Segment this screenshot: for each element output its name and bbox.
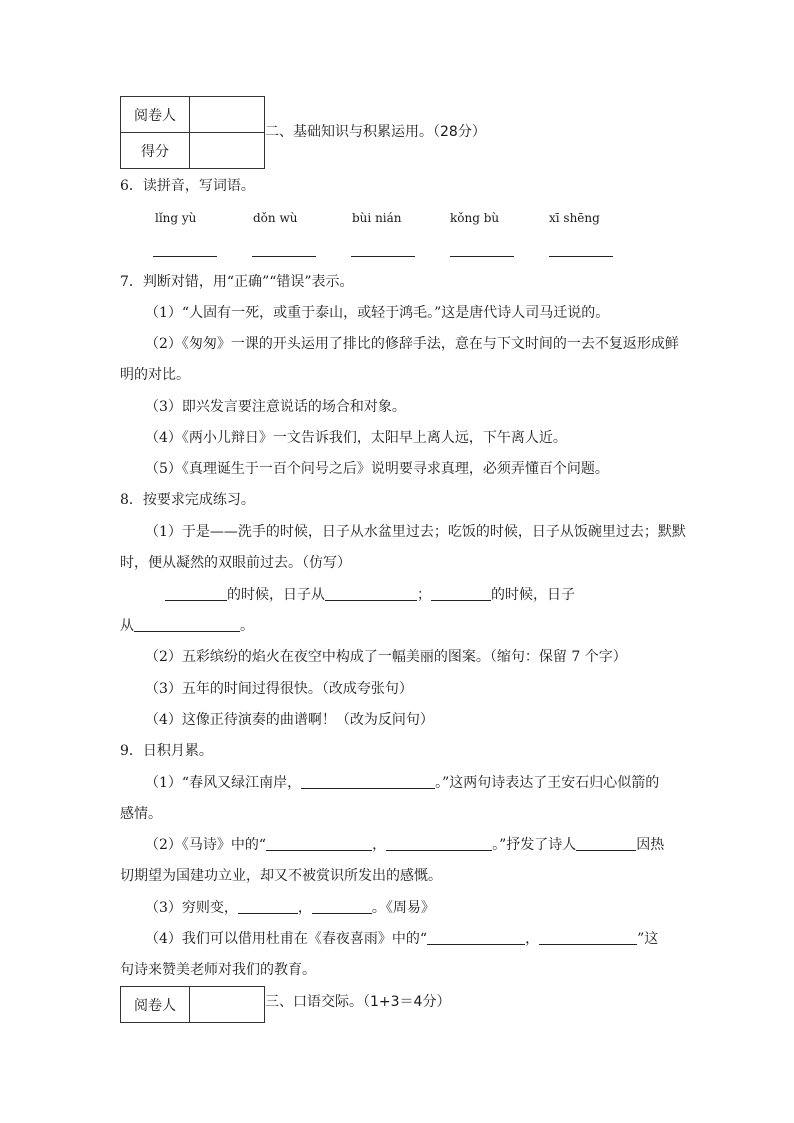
fill-text: 。 xyxy=(240,618,254,634)
answer-line-5[interactable] xyxy=(549,256,613,257)
blank[interactable] xyxy=(325,586,417,601)
q7-item-1: （1）“人固有一死，或重于泰山，或轻于鸿毛。”这是唐代诗人司马迁说的。 xyxy=(145,305,610,321)
q9-item-1-cont: 感情。 xyxy=(120,806,162,822)
reviewer-label: 阅卷人 xyxy=(121,987,190,1023)
q8-item-4: （4）这像正待演奏的曲谱啊！（改为反问句） xyxy=(145,712,434,728)
q9-item-1 xyxy=(145,773,659,793)
pinyin-4: kǒng bù xyxy=(450,211,500,225)
q7-item-2-cont: 明的对比。 xyxy=(120,367,190,383)
q9-item-2 xyxy=(145,835,664,855)
blank[interactable] xyxy=(301,774,435,789)
q9-item-2-cont: 切期望为国建功立业，却又不被赏识所发出的感慨。 xyxy=(120,868,442,884)
blank[interactable] xyxy=(165,586,227,601)
q8-fill-line-2 xyxy=(120,616,254,636)
score-table-section3 xyxy=(120,986,265,1023)
fill-text: 的时候，日子从 xyxy=(227,587,325,603)
blank[interactable] xyxy=(386,836,492,851)
q8-item-1: （1）于是——洗手的时候，日子从水盆里过去；吃饭的时候，日子从饭碗里过去；默默 xyxy=(145,524,686,540)
q9-text: （3）穷则变， xyxy=(145,900,238,916)
blank[interactable] xyxy=(312,899,372,914)
score-box[interactable] xyxy=(190,133,265,169)
q7-stem: 7．判断对错，用“正确”“错误”表示。 xyxy=(120,274,354,290)
score-table-section2 xyxy=(120,96,265,169)
q7-item-3: （3）即兴发言要注意说话的场合和对象。 xyxy=(145,399,406,415)
q9-item-3 xyxy=(145,898,435,918)
blank[interactable] xyxy=(539,930,637,945)
blank[interactable] xyxy=(266,836,372,851)
answer-line-3[interactable] xyxy=(351,256,415,257)
fill-text: ； xyxy=(417,587,431,603)
q9-text: ， xyxy=(297,900,312,916)
reviewer-box[interactable] xyxy=(190,97,265,133)
answer-line-1[interactable] xyxy=(153,256,217,257)
q8-item-3: （3）五年的时间过得很快。（改成夸张句） xyxy=(145,681,413,697)
section3-title: 三、口语交际。（1+3＝4分） xyxy=(265,994,451,1010)
fill-text: 的时候，日子 xyxy=(491,587,575,603)
q9-stem: 9．日积月累。 xyxy=(120,743,213,759)
q9-text: 。”抒发了诗人 xyxy=(492,837,577,853)
q9-text: （2）《马诗》中的“ xyxy=(145,837,267,853)
q9-text: （4）我们可以借用杜甫在《春夜喜雨》中的“ xyxy=(145,931,428,947)
blank[interactable] xyxy=(431,586,491,601)
q8-fill-line xyxy=(165,585,575,605)
q7-item-2: （2）《匆匆》一课的开头运用了排比的修辞手法，意在与下文时间的一去不复返形成鲜 xyxy=(145,336,679,352)
reviewer-label: 阅卷人 xyxy=(121,97,190,133)
answer-line-2[interactable] xyxy=(252,256,316,257)
q8-item-2: （2）五彩缤纷的焰火在夜空中构成了一幅美丽的图案。（缩句：保留 7 个字） xyxy=(145,649,627,665)
q9-text: 因热 xyxy=(636,837,665,853)
q8-stem: 8．按要求完成练习。 xyxy=(120,492,255,508)
blank[interactable] xyxy=(134,617,240,632)
pinyin-2: dǒn wù xyxy=(253,211,298,225)
q7-item-4: （4）《两小儿辩日》一文告诉我们，太阳早上离人远，下午离人近。 xyxy=(145,430,567,446)
q9-item-4-cont: 句诗来赞美老师对我们的教育。 xyxy=(120,962,316,978)
pinyin-3: bùi nián xyxy=(352,211,402,225)
reviewer-box[interactable] xyxy=(190,987,265,1023)
q9-text: 。《周易》 xyxy=(371,900,435,916)
q9-text: ， xyxy=(372,837,387,853)
section2-title: 二、基础知识与积累运用。（28分） xyxy=(265,124,486,140)
blank[interactable] xyxy=(238,899,298,914)
pinyin-5: xī shēng xyxy=(549,211,600,225)
q9-text: ”这 xyxy=(637,931,659,947)
q7-item-5: （5）《真理诞生于一百个问号之后》说明要寻求真理，必须弄懂百个问题。 xyxy=(145,461,609,477)
fill-text: 从 xyxy=(120,618,134,634)
blank[interactable] xyxy=(427,930,525,945)
pinyin-1: lǐng yù xyxy=(155,211,197,225)
q9-text: （1）“春风又绿江南岸， xyxy=(145,775,302,791)
score-label: 得分 xyxy=(121,133,190,169)
q9-item-4 xyxy=(145,929,658,949)
answer-line-4[interactable] xyxy=(450,256,514,257)
blank[interactable] xyxy=(576,836,636,851)
q9-text: 。”这两句诗表达了王安石归心似箭的 xyxy=(435,775,660,791)
q9-text: ， xyxy=(525,931,540,947)
q8-item-1-cont: 时，便从凝然的双眼前过去。（仿写） xyxy=(120,555,351,571)
q6-stem: 6．读拼音，写词语。 xyxy=(120,178,255,194)
